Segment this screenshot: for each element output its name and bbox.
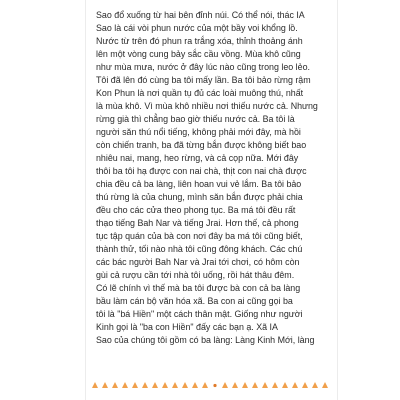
text-line: gùi cả rượu cần tới nhà tôi uống, rồi hát thâu đêm.: [96, 270, 295, 280]
footer-triangle: [272, 382, 278, 388]
footer-triangle: [172, 382, 178, 388]
text-line: là mùa khô. Vì mùa khô nhiều nơi thiếu nước cả. Nhưng: [96, 101, 318, 111]
text-line: Kon Phun là nơi quần tụ đủ các loài muông thú, nhất: [96, 88, 304, 98]
text-line: nhiêu nai, mang, heo rừng, và cả cọp nữa. Mới đây: [96, 153, 299, 163]
text-line: đều cho các cửa theo phong tục. Ba má tôi đều rất: [96, 205, 296, 215]
text-line: chia đều cả ba làng, liên hoan vui vẻ lắm. Ba tôi bảo: [96, 179, 302, 189]
text-line: thành thử, tối nào nhà tôi cũng đông khách. Các chú: [96, 244, 303, 254]
footer-triangle: [242, 382, 248, 388]
text-line: Sao của chúng tôi gồm có ba làng: Làng Kinh Mới, làng: [96, 335, 315, 345]
text-line: các bác người Bah Nar và Jrai tới chơi, có hôm còn: [96, 257, 300, 267]
text-line: Có lẽ chính vì thế mà ba tôi được bà con cả ba làng: [96, 283, 301, 293]
text-line: thạo tiếng Bah Nar và tiếng Jrai. Hơn thế, cả phong: [96, 218, 299, 228]
footer-triangle: [112, 382, 118, 388]
footer-triangle: [232, 382, 238, 388]
footer-triangle: [102, 382, 108, 388]
footer-triangle: [312, 382, 318, 388]
text-line: lên một vòng cung bảy sắc cầu vồng. Mùa khô cũng: [96, 49, 301, 59]
footer-triangle: [322, 382, 328, 388]
footer-triangle: [122, 382, 128, 388]
footer-triangle: [152, 382, 158, 388]
text-line: tục tập quán của bà con nơi đây ba má tôi cũng biết,: [96, 231, 303, 241]
text-line: còn chiến tranh, ba đã từng bắn được không biết bao: [96, 140, 307, 150]
page-marker: [213, 384, 216, 387]
text-line: thú rừng là của chung, mình săn bắn được phải chia: [96, 192, 303, 202]
text-line: Tôi đã lên đó cùng ba tôi mấy lần. Ba tôi bảo rừng rậm: [96, 75, 311, 85]
footer-triangle: [292, 382, 298, 388]
footer-triangle: [252, 382, 258, 388]
text-line: rừng già thì chẳng bao giờ thiếu nước cả. Ba tôi là: [96, 114, 295, 124]
footer-triangle: [222, 382, 228, 388]
footer-triangle: [262, 382, 268, 388]
footer-triangle: [192, 382, 198, 388]
footer-triangle: [202, 382, 208, 388]
triangle-border-icon: [86, 382, 337, 390]
footer-triangle: [282, 382, 288, 388]
text-line: tôi là "bá Hiền" một cách thân mật. Giống như người: [96, 309, 303, 319]
text-line: người săn thú nổi tiếng, không phải mới đây, mà hồi: [96, 127, 301, 137]
body-text: [96, 9, 328, 347]
text-line: thôi ba tôi hạ được con nai chà, thịt con nai chà được: [96, 166, 307, 176]
text-line: như mùa mưa, nước ở đây lúc nào cũng trong leo lẻo.: [96, 62, 310, 72]
footer-triangle: [302, 382, 308, 388]
text-line: Sao là cái vòi phun nước của một bầy voi khổng lồ.: [96, 23, 298, 33]
text-line: Kinh gọi là "ba con Hiền" đấy các bạn ạ. Xã IA: [96, 322, 278, 332]
footer-triangle: [182, 382, 188, 388]
text-line: Nước từ trên đó phun ra trắng xóa, thỉnh thoảng ánh: [96, 36, 303, 46]
footer-triangle: [142, 382, 148, 388]
footer-triangle: [132, 382, 138, 388]
text-line: Sao đổ xuống từ hai bên đỉnh núi. Có thể nói, thác IA: [96, 10, 305, 20]
footer-triangle: [92, 382, 98, 388]
footer-triangle: [162, 382, 168, 388]
text-line: bầu làm cán bộ văn hóa xã. Ba con ai cũng gọi ba: [96, 296, 293, 306]
decorative-footer: [86, 382, 337, 390]
